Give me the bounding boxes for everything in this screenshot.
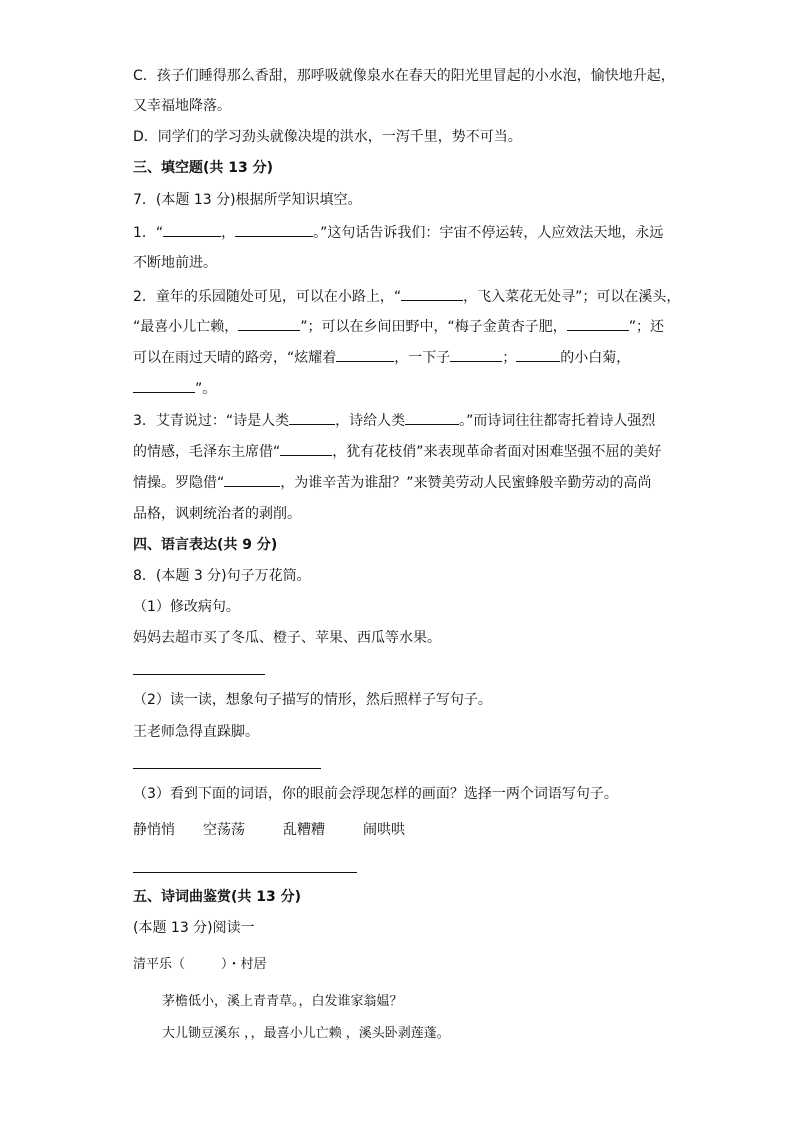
q7-item-3-line2: 的情感，毛泽东主席借“ ，犹有花枝俏”来表现革命者面对困难坚强不屈的美好: [133, 441, 662, 462]
q7-item-1-cont: 不断地前进。: [133, 255, 217, 271]
fill-blank[interactable]: [235, 222, 313, 237]
fill-blank[interactable]: [567, 316, 629, 331]
word-item: 静悄悄: [133, 822, 175, 838]
q7-item-2-line2: “最喜小儿亡赖， ”；可以在乡间田野中，“梅子金黄杏子肥， ”；还: [133, 316, 664, 337]
fill-blank[interactable]: [289, 410, 335, 425]
fill-blank[interactable]: [405, 410, 459, 425]
fill-blank[interactable]: [133, 378, 195, 393]
word-item: 乱糟糟: [283, 822, 325, 838]
option-c-line2: 又幸福地降落。: [133, 98, 231, 114]
q7-item-2-line3: 可以在雨过天晴的路旁，“炫耀着 ，一下子 ； 的小白菊，: [133, 347, 630, 368]
poem-title: 清平乐（ ）・村居: [133, 957, 267, 972]
section-3-heading: 三、填空题(共 13 分): [133, 160, 274, 176]
word-list: [133, 820, 405, 840]
section-5-heading: 五、诗词曲鉴赏(共 13 分): [133, 889, 302, 905]
q7-item-3-line1: 3．艾青说过：“诗是人类 ，诗给人类 。”而诗词往往都寄托着诗人强烈: [133, 410, 655, 431]
q7-item-3-line4: 品格，讽刺统治者的剥削。: [133, 506, 301, 522]
question-9: (本题 13 分)阅读一: [133, 920, 255, 936]
answer-line[interactable]: [133, 674, 265, 675]
poem-line-1: 茅檐低小，溪上青青草。，白发谁家翁媪？: [162, 994, 403, 1009]
option-c-line1: C．孩子们睡得那么香甜，那呼吸就像泉水在春天的阳光里冒起的小水泡，愉快地升起，: [133, 68, 675, 84]
q7-item-2-line4: ”。: [133, 378, 216, 399]
q7-item-3-line3: 情操。罗隐借“ ，为谁辛苦为谁甜？”来赞美劳动人民蜜蜂般辛勤劳动的高尚: [133, 472, 652, 493]
poem-line-2: 大儿锄豆溪东 ，，最喜小儿亡赖 ，溪头卧剥莲蓬。: [162, 1026, 450, 1041]
q7-item-1: 1．“ ， 。”这句话告诉我们：宇宙不停运转，人应效法天地，永远: [133, 222, 663, 243]
question-7: 7．(本题 13 分)根据所学知识填空。: [133, 192, 362, 208]
q8-part-2-sentence: 王老师急得直跺脚。: [133, 724, 259, 740]
section-4-heading: 四、语言表达(共 9 分): [133, 537, 278, 553]
fill-blank[interactable]: [238, 316, 300, 331]
q8-part-2: （2）读一读，想象句子描写的情形，然后照样子写句子。: [133, 692, 492, 708]
q8-part-1-sentence: 妈妈去超市买了冬瓜、橙子、苹果、西瓜等水果。: [133, 630, 441, 646]
fill-blank[interactable]: [336, 347, 394, 362]
fill-blank[interactable]: [280, 441, 332, 456]
fill-blank[interactable]: [450, 347, 502, 362]
q8-part-1: （1）修改病句。: [133, 599, 240, 615]
question-8: 8．(本题 3 分)句子万花筒。: [133, 568, 311, 584]
option-d: D．同学们的学习劲头就像决堤的洪水，一泻千里，势不可当。: [133, 129, 522, 145]
fill-blank[interactable]: [163, 222, 221, 237]
word-item: 空荡荡: [203, 822, 245, 838]
answer-line[interactable]: [133, 872, 357, 873]
fill-blank[interactable]: [516, 347, 560, 362]
word-item: 闹哄哄: [363, 822, 405, 838]
fill-blank[interactable]: [224, 472, 280, 487]
answer-line[interactable]: [133, 768, 321, 769]
q7-item-2-line1: 2．童年的乐园随处可见，可以在小路上，“ ，飞入菜花无处寻”；可以在溪头，: [133, 286, 680, 307]
q8-part-3: （3）看到下面的词语，你的眼前会浮现怎样的画面？选择一两个词语写句子。: [133, 786, 618, 802]
fill-blank[interactable]: [401, 286, 463, 301]
